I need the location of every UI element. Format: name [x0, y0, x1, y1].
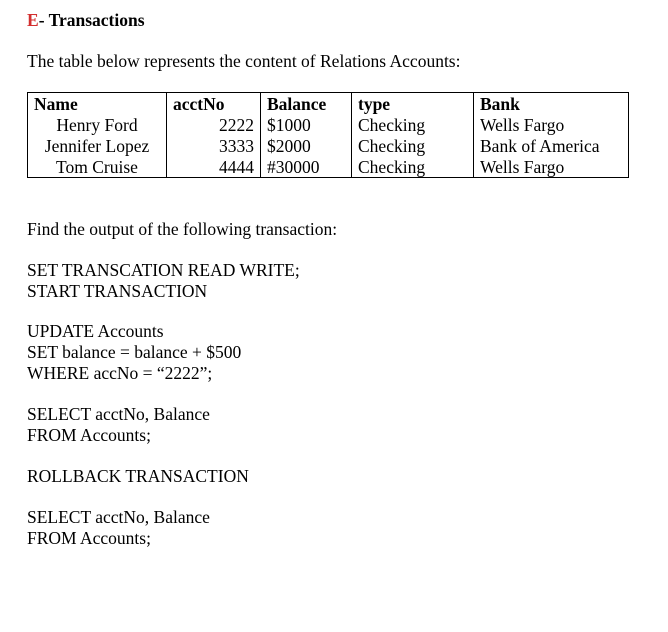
header-bank: Bank — [474, 93, 629, 115]
table-header-row — [28, 93, 629, 115]
header-acctno: acctNo — [167, 93, 261, 115]
code-line: START TRANSACTION — [27, 281, 208, 301]
cell-type: Checking — [352, 135, 474, 156]
cell-name: Jennifer Lopez — [28, 135, 167, 156]
cell-bank: Wells Fargo — [474, 114, 629, 135]
code-block-select-1 — [27, 404, 210, 446]
table-row — [28, 156, 629, 178]
cell-balance: $2000 — [261, 135, 352, 156]
header-name: Name — [28, 93, 167, 115]
code-line: FROM Accounts; — [27, 425, 151, 445]
accounts-table — [27, 92, 629, 178]
code-line: SELECT acctNo, Balance — [27, 507, 210, 527]
table-row — [28, 135, 629, 156]
cell-name: Tom Cruise — [28, 156, 167, 178]
intro-text: The table below represents the content of Relations Accounts: — [27, 51, 461, 71]
cell-acctno: 2222 — [167, 114, 261, 135]
code-line: WHERE accNo = “2222”; — [27, 363, 213, 383]
cell-balance: $1000 — [261, 114, 352, 135]
code-block-update — [27, 321, 241, 384]
code-line: SET balance = balance + $500 — [27, 342, 242, 362]
header-balance: Balance — [261, 93, 352, 115]
table-row — [28, 114, 629, 135]
cell-bank: Wells Fargo — [474, 156, 629, 178]
cell-bank: Bank of America — [474, 135, 629, 156]
cell-type: Checking — [352, 114, 474, 135]
cell-acctno: 3333 — [167, 135, 261, 156]
code-line: SET TRANSCATION READ WRITE; — [27, 260, 300, 280]
cell-type: Checking — [352, 156, 474, 178]
code-line: SELECT acctNo, Balance — [27, 404, 210, 424]
section-letter: E — [27, 10, 39, 30]
section-title: - Transactions — [38, 10, 145, 30]
code-block-start — [27, 260, 300, 302]
header-type: type — [352, 93, 474, 115]
section-heading — [27, 9, 145, 31]
cell-balance: #30000 — [261, 156, 352, 178]
cell-name: Henry Ford — [28, 114, 167, 135]
code-line: UPDATE Accounts — [27, 321, 164, 341]
code-line: ROLLBACK TRANSACTION — [27, 466, 249, 486]
cell-acctno: 4444 — [167, 156, 261, 178]
code-block-select-2 — [27, 507, 210, 549]
code-block-rollback — [27, 466, 249, 487]
question-text: Find the output of the following transaction: — [27, 219, 338, 239]
code-line: FROM Accounts; — [27, 528, 151, 548]
